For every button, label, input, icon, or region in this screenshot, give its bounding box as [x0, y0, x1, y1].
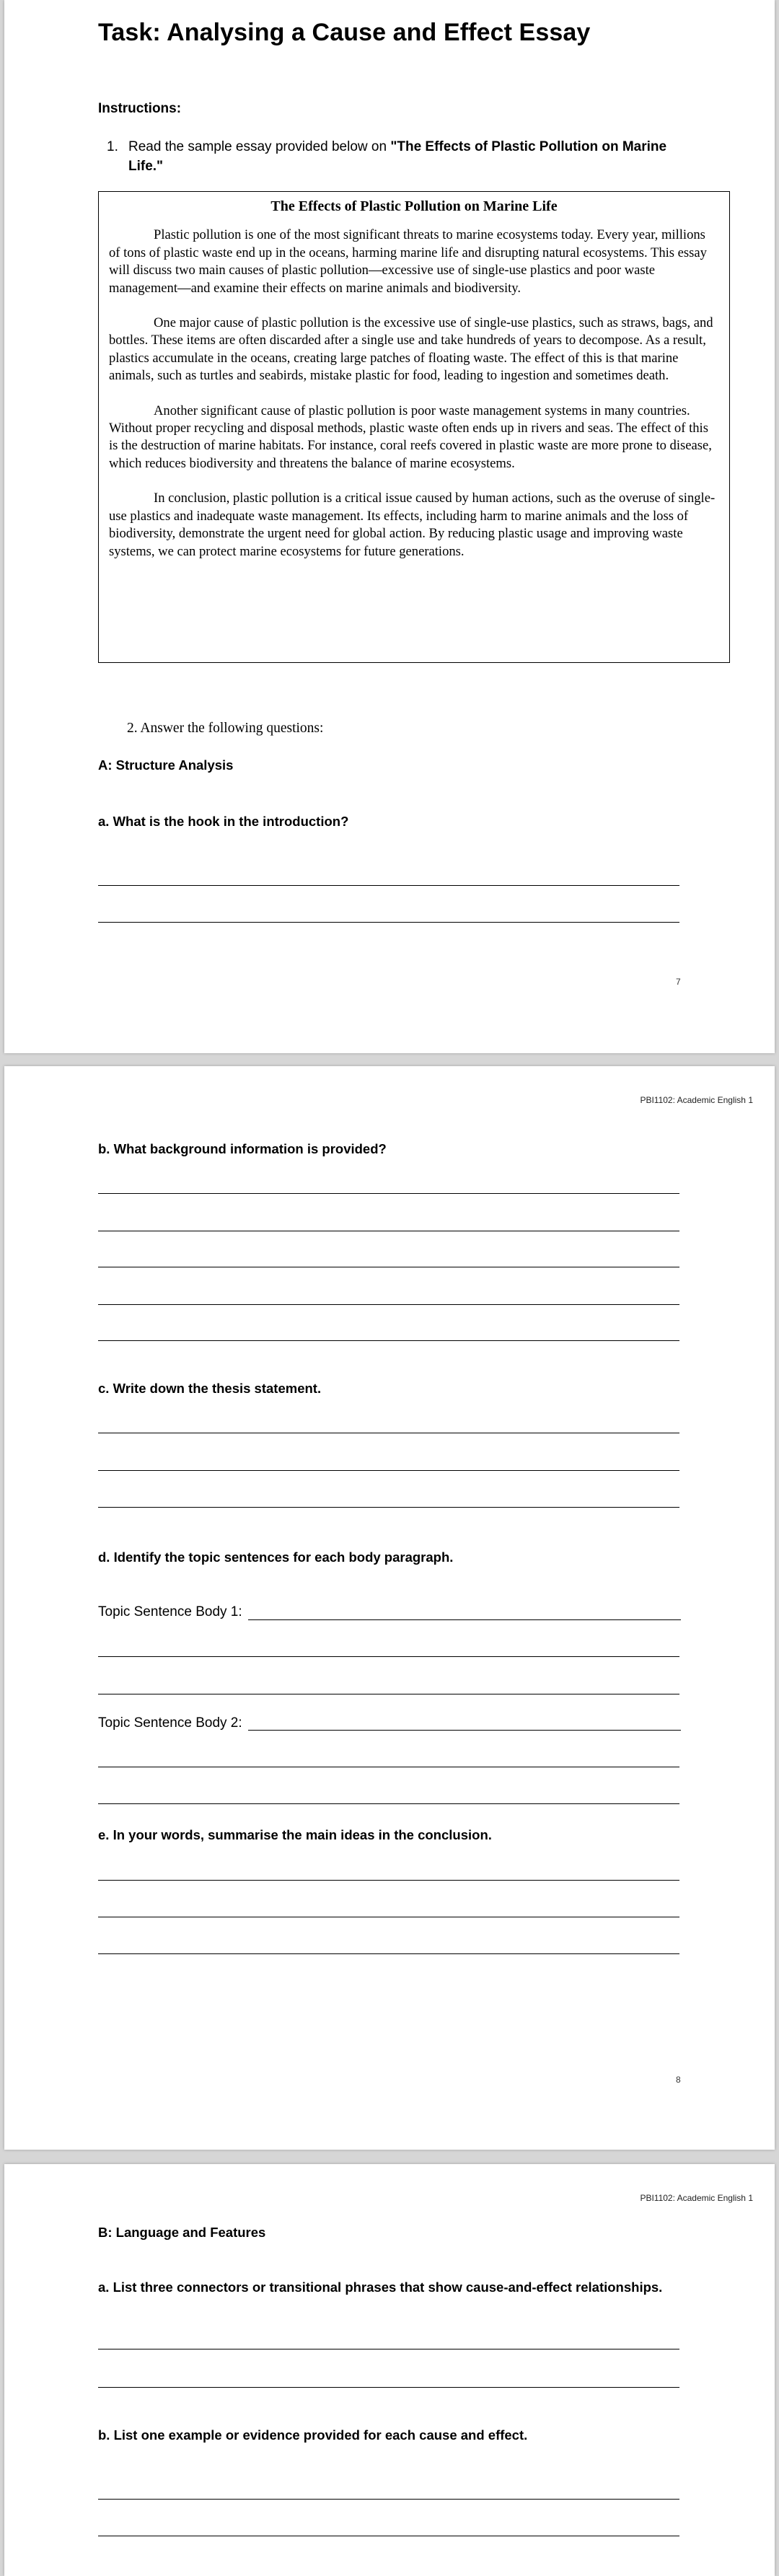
question-b-evidence: b. List one example or evidence provided for each cause and effect.: [98, 2427, 528, 2443]
item-1-essay-name: "The Effects of Plastic Pollution on Marine Life.": [128, 139, 667, 174]
page-number: 7: [676, 977, 681, 987]
section-a-heading: A: Structure Analysis: [98, 757, 234, 773]
answer-line[interactable]: [98, 1304, 679, 1305]
essay-paragraph-conclusion: In conclusion, plastic pollution is a critical issue caused by human actions, such as the overuse of single-use plastics and inadequate waste management. Its effects, including harm to marine animals and the loss of biodiversity, demonstrate the urgent need for global action. By reducing plastic usage and improving waste systems, we can protect marine ecosystems for future generations.: [109, 491, 716, 559]
instructions-label: Instructions:: [98, 101, 182, 116]
topic-sentence-1-line[interactable]: [248, 1619, 681, 1620]
page-number: 8: [676, 2075, 681, 2085]
page-3: [4, 2164, 775, 2576]
answer-line[interactable]: [98, 1880, 679, 1881]
question-c-thesis: c. Write down the thesis statement.: [98, 1381, 322, 1396]
answer-line[interactable]: [98, 1340, 679, 1341]
topic-sentence-1-label: Topic Sentence Body 1:: [98, 1604, 242, 1619]
item-1-number: 1.: [107, 139, 118, 154]
answer-line[interactable]: [98, 1193, 679, 1194]
essay-paragraph-intro: Plastic pollution is one of the most significant threats to marine ecosystems today. Every year, millions of tons of plastic waste end up in the oceans, harming marine life and disrupting natural ecosystems. This essay will discuss two main causes of plastic pollution—excessive use of single-use plastics and poor waste management—and examine their effects on marine animals and biodiversity.: [109, 227, 707, 296]
sample-essay-box: [98, 191, 730, 663]
essay-paragraph-body-2: Another significant cause of plastic pollution is poor waste management systems in many countries. Without proper recycling and disposal methods, plastic waste often ends up in rivers and seas. The effect of this is the destruction of marine habitats. For instance, coral reefs covered in plastic waste are more prone to disease, which reduces biodiversity and threatens the balance of marine ecosystems.: [109, 403, 712, 471]
answer-line[interactable]: [98, 2387, 679, 2388]
topic-sentence-2-label: Topic Sentence Body 2:: [98, 1715, 242, 1731]
page-header: PBI1102: Academic English 1: [640, 1095, 753, 1105]
section-b-heading: B: Language and Features: [98, 2225, 266, 2240]
answer-line[interactable]: [98, 1507, 679, 1508]
answer-line[interactable]: [98, 2499, 679, 2500]
question-d-topic-sentences: d. Identify the topic sentences for each body paragraph.: [98, 1549, 454, 1565]
instruction-item-2: 2. Answer the following questions:: [127, 721, 324, 736]
instruction-item-1: [107, 137, 677, 176]
topic-sentence-2-line[interactable]: [248, 1730, 681, 1731]
question-e-conclusion: e. In your words, summarise the main ideas in the conclusion.: [98, 1827, 492, 1842]
essay-title: The Effects of Plastic Pollution on Marine Life: [270, 198, 558, 214]
answer-line[interactable]: [98, 885, 679, 886]
answer-line[interactable]: [98, 1953, 679, 1954]
answer-line[interactable]: [98, 1656, 679, 1657]
answer-line[interactable]: [98, 1803, 679, 1804]
page-1: [4, 0, 775, 1053]
question-b-background: b. What background information is provided?: [98, 1141, 387, 1156]
answer-line[interactable]: [98, 922, 679, 923]
question-a-hook: a. What is the hook in the introduction?: [98, 814, 349, 829]
question-a-connectors: a. List three connectors or transitional phrases that show cause-and-effect relationships.: [98, 2280, 663, 2295]
page-title: Task: Analysing a Cause and Effect Essay: [98, 19, 591, 46]
item-1-text: Read the sample essay provided below on: [128, 139, 391, 154]
page-header: PBI1102: Academic English 1: [640, 2193, 753, 2203]
essay-paragraph-body-1: One major cause of plastic pollution is the excessive use of single-use plastics, such as straws, bags, and bottles. These items are often discarded after a single use and take hundreds of years to decompose. As a result, plastics accumulate in the oceans, creating large patches of floating waste. The effect of this is that marine animals, such as turtles and seabirds, mistake plastic for food, leading to ingestion and sometimes death.: [109, 315, 713, 384]
answer-line[interactable]: [98, 1470, 679, 1471]
page-2: [4, 1066, 775, 2150]
